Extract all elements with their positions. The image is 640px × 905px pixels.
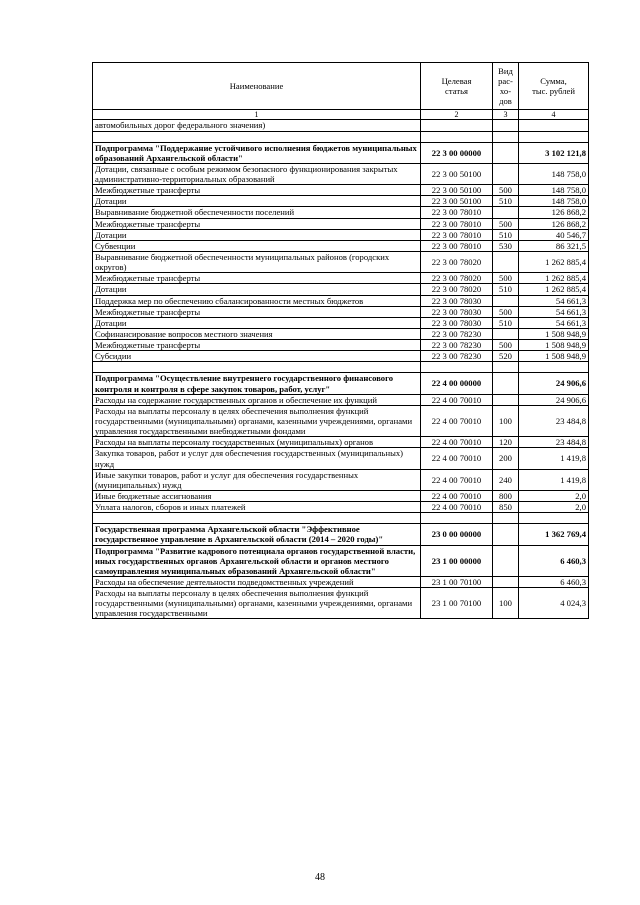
spacer-cell [93,513,421,524]
code-cell: 22 3 00 78010 [421,207,493,218]
code-cell: 23 1 00 70100 [421,588,493,619]
name-cell: Межбюджетные трансферты [93,306,421,317]
code-cell: 22 3 00 50100 [421,163,493,184]
name-cell: Иные закупки товаров, работ и услуг для обеспечения государственных (муниципальных) нужд [93,469,421,490]
code-cell: 22 3 00 78020 [421,251,493,272]
name-cell: Закупка товаров, работ и услуг для обеспечения государственных (муниципальных) нужд [93,448,421,469]
name-cell: автомобильных дорог федерального значения) [93,120,421,131]
name-cell: Уплата налогов, сборов и иных платежей [93,502,421,513]
sum-cell: 54 661,3 [519,317,589,328]
expense-type-cell: 120 [493,437,519,448]
code-cell: 22 3 00 78020 [421,284,493,295]
header-name: Наименование [93,63,421,110]
code-cell: 22 3 00 78230 [421,351,493,362]
expense-type-cell [493,295,519,306]
col-num-4: 4 [519,110,589,120]
sum-cell: 23 484,8 [519,437,589,448]
table-row [93,185,589,196]
expense-type-cell [493,207,519,218]
name-cell: Поддержка мер по обеспечению сбалансированности местных бюджетов [93,295,421,306]
table-row [93,340,589,351]
table-row [93,490,589,501]
code-cell: 22 3 00 50100 [421,196,493,207]
code-cell: 22 3 00 78020 [421,273,493,284]
sum-cell: 1 419,8 [519,469,589,490]
table-row [93,437,589,448]
table-row [93,576,589,587]
code-cell: 22 4 00 70010 [421,437,493,448]
spacer-cell [93,362,421,373]
page-number: 48 [315,872,325,883]
sum-cell: 3 102 121,8 [519,142,589,163]
code-cell: 22 3 00 78230 [421,328,493,339]
expense-type-cell: 510 [493,284,519,295]
name-cell: Расходы на выплаты персоналу в целях обеспечения выполнения функций государственными (муниципальными) органами, казенными учреждениями, органами управления государственными внебюджетными фондами [93,405,421,436]
name-cell: Расходы на обеспечение деятельности подведомственных учреждений [93,576,421,587]
spacer-cell [493,362,519,373]
header-sum: Сумма, тыс. рублей [519,63,589,110]
sum-cell: 40 546,7 [519,229,589,240]
code-cell: 22 3 00 78030 [421,295,493,306]
header-target: Целевая статья [421,63,493,110]
code-cell: 22 4 00 70010 [421,502,493,513]
table-row [93,306,589,317]
expense-type-cell: 530 [493,240,519,251]
sum-cell: 1 508 948,9 [519,340,589,351]
sum-cell: 54 661,3 [519,306,589,317]
code-cell: 23 0 00 00000 [421,524,493,545]
name-cell: Межбюджетные трансферты [93,340,421,351]
table-row [93,218,589,229]
sum-cell: 148 758,0 [519,196,589,207]
expense-type-cell [493,576,519,587]
expense-type-cell [493,120,519,131]
table-row [93,351,589,362]
name-cell: Софинансирование вопросов местного значения [93,328,421,339]
code-cell: 22 3 00 78010 [421,229,493,240]
col-num-1: 1 [93,110,421,120]
code-cell: 22 3 00 78230 [421,340,493,351]
name-cell: Расходы на содержание государственных органов и обеспечение их функций [93,394,421,405]
table-row [93,328,589,339]
code-cell: 22 3 00 00000 [421,142,493,163]
sum-cell: 6 460,3 [519,545,589,576]
spacer-cell [421,362,493,373]
table-row [93,524,589,545]
table-row [93,295,589,306]
expense-type-cell [493,163,519,184]
sum-cell: 6 460,3 [519,576,589,587]
expense-type-cell: 100 [493,405,519,436]
name-cell: Подпрограмма "Осуществление внутреннего государственного финансового контроля и контроля в сфере закупок товаров, работ, услуг" [93,373,421,394]
code-cell: 22 3 00 78030 [421,306,493,317]
expense-type-cell: 850 [493,502,519,513]
sum-cell: 148 758,0 [519,163,589,184]
table-row [93,163,589,184]
spacer-cell [421,513,493,524]
name-cell: Дотации [93,284,421,295]
expense-type-cell: 500 [493,218,519,229]
table-row [93,273,589,284]
table-header [93,63,589,110]
sum-cell: 24 906,6 [519,373,589,394]
spacer-row [93,513,589,524]
code-cell: 22 4 00 70010 [421,469,493,490]
spacer-row [93,362,589,373]
spacer-cell [519,362,589,373]
spacer-cell [93,131,421,142]
sum-cell: 1 419,8 [519,448,589,469]
table-body [93,120,589,619]
sum-cell: 1 262 885,4 [519,251,589,272]
table-row [93,545,589,576]
sum-cell: 54 661,3 [519,295,589,306]
code-cell: 23 1 00 00000 [421,545,493,576]
code-cell: 22 4 00 70010 [421,405,493,436]
expense-type-cell [493,328,519,339]
sum-cell: 2,0 [519,490,589,501]
expense-type-cell [493,394,519,405]
code-cell: 22 3 00 78010 [421,240,493,251]
spacer-cell [493,131,519,142]
expense-type-cell: 200 [493,448,519,469]
expense-type-cell [493,373,519,394]
name-cell: Субсидии [93,351,421,362]
name-cell: Подпрограмма "Развитие кадрового потенциала органов государственной власти, иных государственных органов Архангельской области и органов местного самоуправления муниципальных образований Архангельской области" [93,545,421,576]
table-row [93,229,589,240]
table-row [93,251,589,272]
table-row [93,207,589,218]
budget-table-page [92,62,588,619]
expense-type-cell: 510 [493,317,519,328]
code-cell: 22 3 00 78010 [421,218,493,229]
header-type: Вид рас- хо- дов [493,63,519,110]
sum-cell: 23 484,8 [519,405,589,436]
name-cell: Иные бюджетные ассигнования [93,490,421,501]
name-cell: Дотации [93,317,421,328]
table-row [93,469,589,490]
name-cell: Межбюджетные трансферты [93,273,421,284]
table-row [93,284,589,295]
expense-type-cell: 240 [493,469,519,490]
expense-type-cell: 510 [493,196,519,207]
spacer-cell [519,513,589,524]
sum-cell: 2,0 [519,502,589,513]
sum-cell [519,120,589,131]
sum-cell: 4 024,3 [519,588,589,619]
expense-type-cell: 500 [493,306,519,317]
name-cell: Подпрограмма "Поддержание устойчивого исполнения бюджетов муниципальных образований Архангельской области" [93,142,421,163]
expense-type-cell [493,545,519,576]
name-cell: Дотации [93,196,421,207]
code-cell: 22 4 00 70010 [421,490,493,501]
expense-type-cell: 510 [493,229,519,240]
col-num-3: 3 [493,110,519,120]
name-cell: Межбюджетные трансферты [93,185,421,196]
table-row [93,317,589,328]
col-num-2: 2 [421,110,493,120]
spacer-cell [493,513,519,524]
table-row [93,142,589,163]
name-cell: Выравнивание бюджетной обеспеченности муниципальных районов (городских округов) [93,251,421,272]
expense-type-cell: 800 [493,490,519,501]
table-row [93,588,589,619]
sum-cell: 1 262 885,4 [519,284,589,295]
expense-type-cell: 500 [493,340,519,351]
expense-type-cell [493,142,519,163]
sum-cell: 1 508 948,9 [519,351,589,362]
expense-type-cell: 100 [493,588,519,619]
sum-cell: 126 868,2 [519,207,589,218]
sum-cell: 148 758,0 [519,185,589,196]
table-row [93,240,589,251]
code-cell: 22 4 00 70010 [421,394,493,405]
spacer-row [93,131,589,142]
expense-type-cell [493,524,519,545]
name-cell: Дотации [93,229,421,240]
name-cell: Расходы на выплаты персоналу государственных (муниципальных) органов [93,437,421,448]
table-row [93,405,589,436]
expense-type-cell: 500 [493,273,519,284]
budget-table [92,62,589,619]
name-cell: Дотации, связанные с особым режимом безопасного функционирования закрытых административно-территориальных образований [93,163,421,184]
name-cell: Государственная программа Архангельской области "Эффективное государственное управление в Архангельской области (2014 – 2020 годы)" [93,524,421,545]
spacer-cell [421,131,493,142]
table-row [93,502,589,513]
name-cell: Расходы на выплаты персоналу в целях обеспечения выполнения функций государственными (муниципальными) органами, казенными учреждениями, органами управления государственными [93,588,421,619]
code-cell [421,120,493,131]
code-cell: 22 4 00 70010 [421,448,493,469]
sum-cell: 1 362 769,4 [519,524,589,545]
code-cell: 22 4 00 00000 [421,373,493,394]
table-row [93,373,589,394]
table-row [93,196,589,207]
table-row [93,448,589,469]
code-cell: 22 3 00 50100 [421,185,493,196]
spacer-cell [519,131,589,142]
sum-cell: 86 321,5 [519,240,589,251]
expense-type-cell: 500 [493,185,519,196]
name-cell: Выравнивание бюджетной обеспеченности поселений [93,207,421,218]
expense-type-cell: 520 [493,351,519,362]
column-numbers [93,110,589,120]
table-row [93,394,589,405]
code-cell: 23 1 00 70100 [421,576,493,587]
sum-cell: 1 262 885,4 [519,273,589,284]
name-cell: Межбюджетные трансферты [93,218,421,229]
expense-type-cell [493,251,519,272]
sum-cell: 1 508 948,9 [519,328,589,339]
code-cell: 22 3 00 78030 [421,317,493,328]
name-cell: Субвенции [93,240,421,251]
sum-cell: 24 906,6 [519,394,589,405]
sum-cell: 126 868,2 [519,218,589,229]
table-row [93,120,589,131]
